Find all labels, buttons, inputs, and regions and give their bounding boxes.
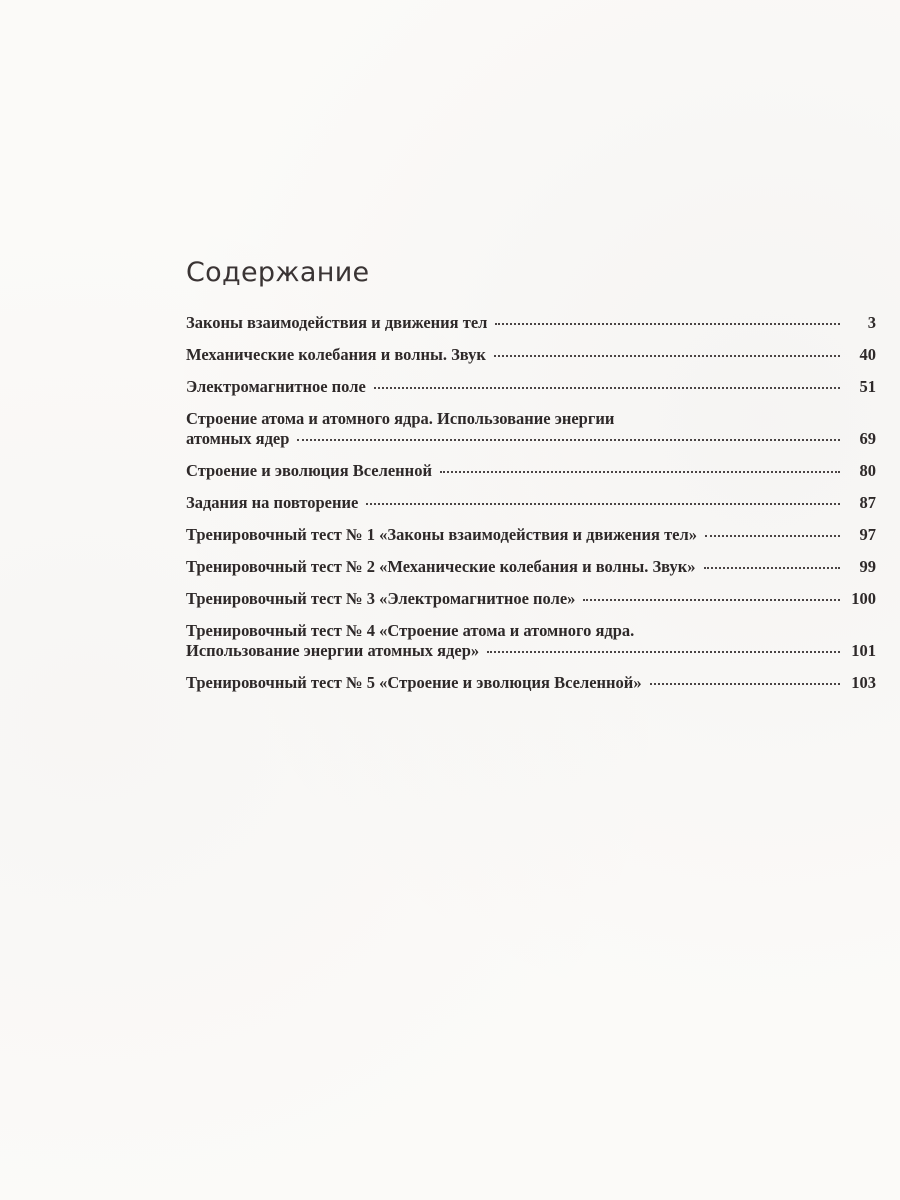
toc-page-number: 69 bbox=[859, 429, 876, 448]
toc-entry bbox=[186, 673, 876, 693]
toc-entry-title: Тренировочный тест № 5 «Строение и эволюция Вселенной» bbox=[186, 673, 642, 692]
toc-entry-title: Строение и эволюция Вселенной bbox=[186, 461, 432, 480]
toc-entry-title: Строение атома и атомного ядра. Использование энергии bbox=[186, 409, 615, 428]
toc-entry bbox=[186, 589, 876, 609]
dot-leader bbox=[487, 650, 840, 653]
dot-leader bbox=[650, 682, 840, 685]
toc-page-number: 101 bbox=[851, 641, 876, 660]
toc-page-number: 87 bbox=[859, 493, 876, 512]
toc-entry-title: Тренировочный тест № 3 «Электромагнитное поле» bbox=[186, 589, 576, 608]
toc-title: Содержание bbox=[186, 257, 370, 288]
toc-entry bbox=[186, 409, 876, 449]
toc-entry-title: Тренировочный тест № 1 «Законы взаимодействия и движения тел» bbox=[186, 525, 698, 544]
dot-leader bbox=[583, 598, 840, 601]
toc-entry-title-continued: Использование энергии атомных ядер» bbox=[186, 641, 480, 660]
toc-entry-title-continued: атомных ядер bbox=[186, 429, 290, 448]
toc-entry-title: Задания на повторение bbox=[186, 493, 359, 512]
toc-entry bbox=[186, 461, 876, 481]
toc-page-number: 103 bbox=[851, 673, 876, 692]
dot-leader bbox=[495, 322, 840, 325]
toc-page-number: 3 bbox=[867, 313, 876, 332]
dot-leader bbox=[704, 566, 840, 569]
dot-leader bbox=[440, 470, 840, 473]
toc-page-number: 99 bbox=[859, 557, 876, 576]
toc-page-number: 80 bbox=[859, 461, 876, 480]
dot-leader bbox=[297, 438, 840, 441]
dot-leader bbox=[366, 502, 840, 505]
toc-entry-title: Механические колебания и волны. Звук bbox=[186, 345, 486, 364]
toc-entry-title: Законы взаимодействия и движения тел bbox=[186, 313, 488, 332]
toc-page-number: 40 bbox=[859, 345, 876, 364]
toc-page-number: 100 bbox=[851, 589, 876, 608]
toc-entry-title: Тренировочный тест № 4 «Строение атома и атомного ядра. bbox=[186, 621, 635, 640]
dot-leader bbox=[374, 386, 840, 389]
toc-entry bbox=[186, 377, 876, 397]
table-of-contents bbox=[186, 255, 876, 705]
toc-entry-title: Тренировочный тест № 2 «Механические колебания и волны. Звук» bbox=[186, 557, 696, 576]
toc-entry bbox=[186, 525, 876, 545]
toc-page-number: 97 bbox=[859, 525, 876, 544]
dot-leader bbox=[494, 354, 840, 357]
toc-entry bbox=[186, 493, 876, 513]
dot-leader bbox=[705, 534, 840, 537]
toc-entry bbox=[186, 345, 876, 365]
toc-entry bbox=[186, 313, 876, 333]
toc-entry-title: Электромагнитное поле bbox=[186, 377, 366, 396]
toc-entry bbox=[186, 621, 876, 661]
toc-entry bbox=[186, 557, 876, 577]
toc-list bbox=[186, 313, 876, 693]
toc-page-number: 51 bbox=[859, 377, 876, 396]
